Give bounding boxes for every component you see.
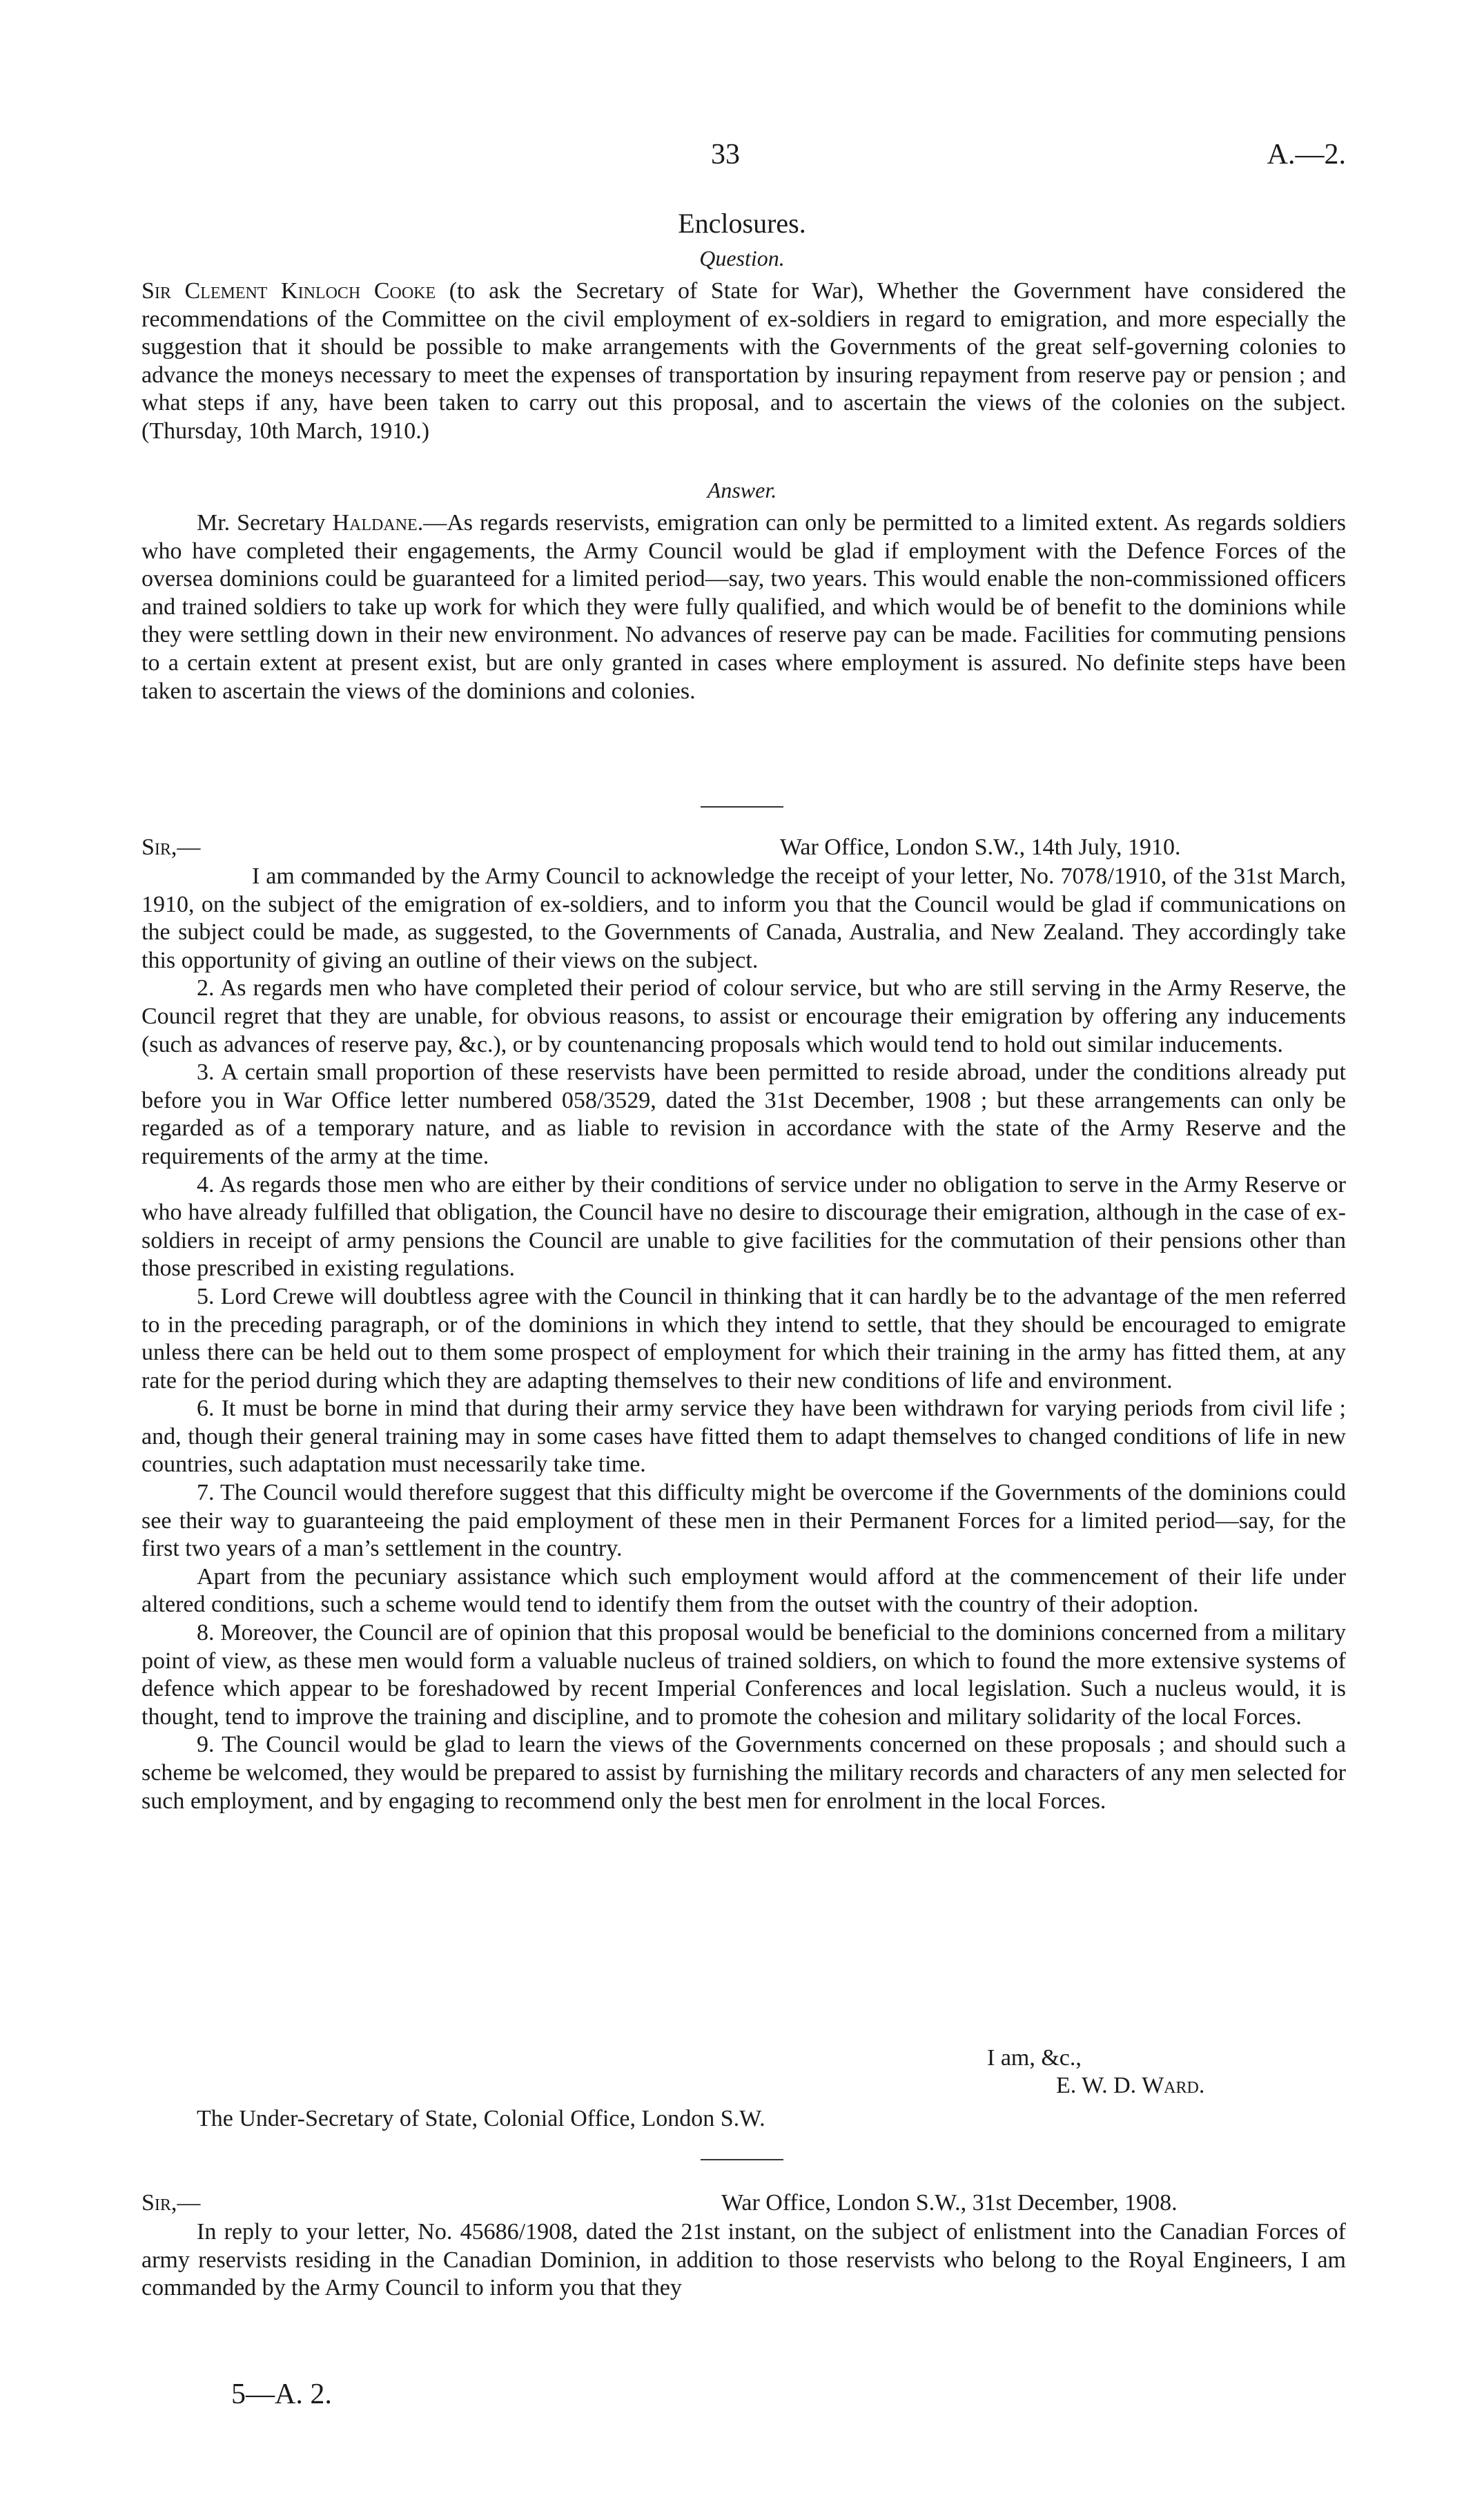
letter1-signature: E. W. D. Ward. <box>1056 2073 1205 2098</box>
answer-speaker: Haldane <box>332 510 418 536</box>
letter1-addressee: The Under-Secretary of State, Colonial Office, London S.W. <box>197 2106 765 2131</box>
question-heading: Question. <box>699 246 785 271</box>
letter1-paragraph-9: 8. Moreover, the Council are of opinion that this proposal would be beneficial to the dominions concerned from a military point of view, as these men would form a valuable nucleus of trained soldiers, on which to found the more extensive systems of defence which appear to be foreshadowed by recent Imperial Conferences and local legislation. Such a nucleus would, it is thought, tend to improve the training and discipline, and to promote the cohesion and military solidarity of the local Forces. <box>141 1620 1346 1730</box>
document-reference: A.—2. <box>1267 139 1346 170</box>
question-paragraph <box>141 277 1346 446</box>
letter2-salutation: Sir,— <box>141 2190 201 2216</box>
letter1-place-date: War Office, London S.W., 14th July, 1910. <box>780 834 1181 860</box>
letter1-paragraph-10: 9. The Council would be glad to learn the views of the Governments concerned on these proposals ; and should such a scheme be welcomed, they would be prepared to assist by furnishing the military records and characters of any men selected for such employment, and by engaging to recommend only the best men for enrolment in the local Forces. <box>141 1732 1346 1814</box>
enclosures-title: Enclosures. <box>678 208 806 239</box>
letter1-body <box>141 863 1346 1815</box>
answer-speaker-prefix: Mr. Secretary <box>197 510 333 536</box>
question-speaker: Sir Clement Kinloch Cooke <box>141 278 436 304</box>
question-text: (to ask the Secretary of State for War), Whether the Government have considered the recommendations of the Committee on the civil employment of ex-soldiers in regard to emigration, and more especially the suggestion that it should be possible to make arrangements with the Governments of the great self-governing colonies to advance the moneys necessary to meet the expenses of transportation by insuring repayment from reserve pay or pension ; and what steps if any, have been taken to carry out this proposal, and to ascertain the views of the colonies on the subject. (Thursday, 10th March, 1910.) <box>141 278 1346 444</box>
letter1-header-row <box>141 834 1346 861</box>
letter1-closing: I am, &c., <box>987 2045 1082 2071</box>
letter1-paragraph-1: I am commanded by the Army Council to acknowledge the receipt of your letter, No. 7078/1910, of the 31st March, 1910, on the subject of the emigration of ex-soldiers, and to inform you that the Council would be glad if communications on the subject could be made, as suggested, to the Governments of Canada, Australia, and New Zealand. They accordingly take this opportunity of giving an outline of their views on the subject. <box>141 863 1346 973</box>
answer-heading: Answer. <box>707 478 777 502</box>
letter2-paragraph: In reply to your letter, No. 45686/1908, dated the 21st instant, on the subject of enlistment into the Canadian Forces of army reservists residing in the Canadian Dominion, in addition to those reservists who belong to the Royal Engineers, I am commanded by the Army Council to inform you that they <box>141 2219 1346 2301</box>
letter1-paragraph-5: 5. Lord Crewe will doubtless agree with the Council in thinking that it can hardly be to the advantage of the men referred to in the preceding paragraph, or of the dominions in which they intend to settle, that they should be encouraged to emigrate unless there can be held out to them some prospect of employment for which their training in the army has fitted them, at any rate for the period during which they are adapting themselves to their new conditions of life and environment. <box>141 1283 1346 1394</box>
letter2-body <box>141 2218 1346 2303</box>
page-number: 33 <box>711 139 740 170</box>
letter1-salutation: Sir,— <box>141 834 201 860</box>
letter1-paragraph-2: 2. As regards men who have completed their period of colour service, but who are still serving in the Army Reserve, the Council regret that they are unable, for obvious reasons, to assist or encourage their emigration by offering any inducements (such as advances of reserve pay, &c.), or by countenancing proposals which would tend to hold out similar inducements. <box>141 975 1346 1057</box>
letter1-paragraph-3: 3. A certain small proportion of these reservists have been permitted to reside abroad, under the conditions already put before you in War Office letter numbered 058/3529, dated the 31st December, 1908 ; but these arrangements can only be regarded as of a temporary nature, and as liable to revision in accordance with the state of the Army Reserve and the requirements of the army at the time. <box>141 1059 1346 1169</box>
letter1-paragraph-8: Apart from the pecuniary assistance which such employment would afford at the commencement of their life under altered conditions, such a scheme would tend to identify them from the outset with the country of their adoption. <box>141 1563 1346 1618</box>
section-divider-2 <box>701 2159 783 2160</box>
letter1-paragraph-6: 6. It must be borne in mind that during their army service they have been withdrawn for varying periods from civil life ; and, though their general training may in some cases have fitted them to adapt themselves to changed conditions of life in new countries, such adaptation must necessarily take time. <box>141 1396 1346 1478</box>
letter1-paragraph-7: 7. The Council would therefore suggest that this difficulty might be overcome if the Governments of the dominions could see their way to guaranteeing the paid employment of these men in their Permanent Forces for a limited period—say, for the first two years of a man’s settlement in the country. <box>141 1480 1346 1562</box>
letter1-paragraph-4: 4. As regards those men who are either by their conditions of service under no obligation to serve in the Army Reserve or who have already fulfilled that obligation, the Council have no desire to discourage their emigration, although in the case of ex-soldiers in receipt of army pensions the Council are unable to give facilities for the commutation of their pensions other than those prescribed in existing regulations. <box>141 1171 1346 1282</box>
section-divider <box>701 806 783 808</box>
answer-paragraph <box>141 509 1346 705</box>
answer-text: .—As regards reservists, emigration can only be permitted to a limited extent. As regards soldiers who have completed their engagements, the Army Council would be glad if employment with the Defence Forces of the oversea dominions could be guaranteed for a limited period—say, two years. This would enable the non-commissioned officers and trained soldiers to take up work for which they were fully qualified, and which would be of benefit to the dominions while they were settling down in their new environment. No advances of reserve pay can be made. Facilities for commuting pensions to a certain extent at present exist, but are only granted in cases where employment is assured. No definite steps have been taken to ascertain the views of the dominions and colonies. <box>141 510 1346 704</box>
signature-mark: 5—A. 2. <box>231 2378 332 2410</box>
letter2-header-row <box>141 2189 1346 2217</box>
letter2-place-date: War Office, London S.W., 31st December, 1908. <box>721 2190 1178 2216</box>
